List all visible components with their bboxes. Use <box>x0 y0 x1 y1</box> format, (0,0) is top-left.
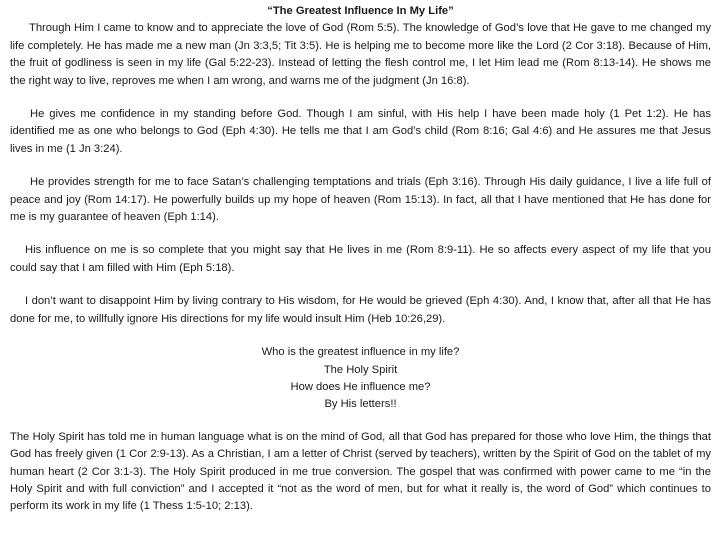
paragraph-fellowship: Through Him I came to know and to appreciate the love of God (Rom 5:5). The knowledge of God’s love that He gave to me changed my life completely. He has made me a new man (Jn 3:3,5; Tit 3:5). He is helping me to become more like the Lord (2 Cor 3:18). Because of Him, the fruit of godliness is seen in my life (Gal 5:22-23). Instead of letting the flesh control me, I let Him lead me (Rom 8:13-14). He shows me the right way to live, reproves me when I am wrong, and warns me of the judgment (Jn 16:8). <box>10 22 711 87</box>
answer-how: By His letters!! <box>324 398 397 411</box>
paragraph-confidence: He gives me confidence in my standing before God. Though I am sinful, with His help I have been made holy (1 Pet 1:2). He has identified me as one who belongs to God (Eph 4:30). He tells me that I am God’s child (Rom 8:16; Gal 4:6) and He assures me that Jesus lives in me (1 Jn 3:24). <box>10 108 711 155</box>
document-title: “The Greatest Influence In My Life” <box>267 5 454 17</box>
paragraph-obedience: I don’t want to disappoint Him by living contrary to His wisdom, for He would be grieved (Eph 4:30). And, I know that, after all that He has done for me, to willfully ignore His directions for my life would insult Him (Heb 10:26,29). <box>10 295 711 325</box>
question-who: Who is the greatest influence in my life? <box>261 346 460 359</box>
question-answer-block <box>10 344 711 414</box>
paragraph-closing: The Holy Spirit has told me in human language what is on the mind of God, all that God has prepared for those who love Him, the things that God has freely given (1 Cor 2:9-13). As a Christian, I am a letter of Christ (served by teachers), written by the Spirit of God on the tablet of my human heart (2 Cor 3:1-3). The Holy Spirit produced in me true conversion. The gospel that was confirmed with power came to me “in the Holy Spirit and with full conviction” and I accepted it “not as the word of men, but for what it really is, the word of God” which continues to perform its work in my life (1 Thess 1:5-10; 2:13). <box>10 430 711 513</box>
paragraph-influence: His influence on me is so complete that you might say that He lives in me (Rom 8:9-11). He so affects every aspect of my life that you could say that I am filled with Him (Eph 5:18). <box>10 244 711 274</box>
answer-who: The Holy Spirit <box>323 363 398 376</box>
question-how: How does He influence me? <box>290 380 431 393</box>
document-page <box>10 3 711 516</box>
paragraph-strength: He provides strength for me to face Satan’s challenging temptations and trials (Eph 3:16). Through His daily guidance, I live a life full of peace and joy (Rom 14:17). He powerfully builds up my hope of heaven (Rom 15:13). In fact, all that I have mentioned that He has done for me is my guarantee of heaven (Eph 1:14). <box>10 176 711 224</box>
